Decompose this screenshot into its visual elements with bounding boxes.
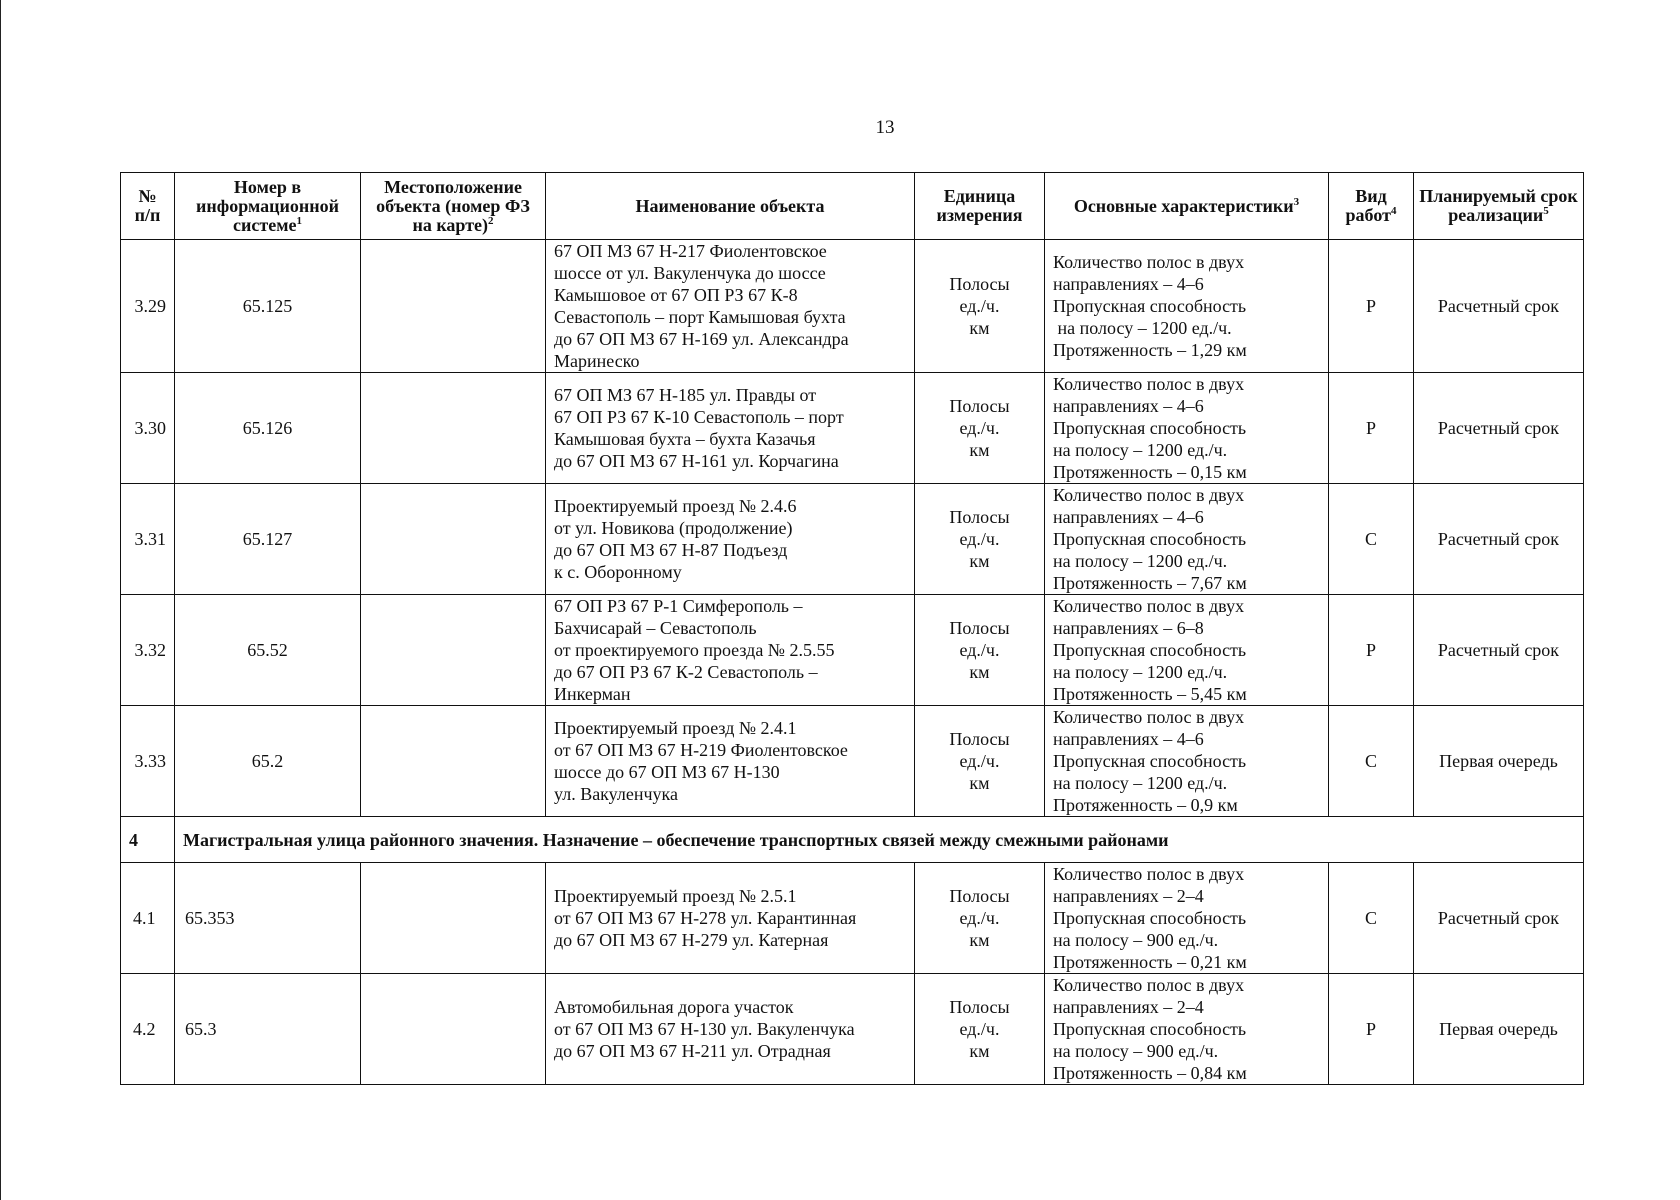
header-term-label: Планируемый срок реализации	[1419, 186, 1578, 225]
main-characteristics-line: Пропускная способность	[1053, 296, 1247, 316]
main-characteristics-line: Пропускная способность	[1053, 640, 1247, 660]
object-name	[546, 863, 915, 974]
main-characteristics	[1045, 706, 1329, 817]
header-work-type-footnote: 4	[1390, 205, 1397, 217]
row-number: 3.33	[121, 706, 175, 817]
object-name-line: Севастополь – порт Камышовая бухта	[554, 307, 846, 327]
unit-of-measure-line: ед./ч.	[959, 1019, 1000, 1039]
header-term-footnote: 5	[1543, 205, 1549, 217]
object-name-line: до 67 ОП МЗ 67 Н-279 ул. Катерная	[554, 930, 829, 950]
main-characteristics-line: направлениях – 2–4	[1053, 886, 1204, 906]
object-name	[546, 240, 915, 373]
object-name-line: к с. Оборонному	[554, 562, 682, 582]
planned-term: Расчетный срок	[1414, 863, 1584, 974]
main-characteristics	[1045, 484, 1329, 595]
object-name	[546, 595, 915, 706]
main-characteristics	[1045, 240, 1329, 373]
main-characteristics-line: на полосу – 1200 ед./ч.	[1053, 318, 1232, 338]
unit-of-measure-line: ед./ч.	[959, 751, 1000, 771]
object-name-line: Инкерман	[554, 684, 631, 704]
main-characteristics-line: Количество полос в двух	[1053, 864, 1245, 884]
row-number: 3.31	[121, 484, 175, 595]
planned-term: Расчетный срок	[1414, 373, 1584, 484]
unit-of-measure	[915, 595, 1045, 706]
main-characteristics-line: на полосу – 1200 ед./ч.	[1053, 662, 1228, 682]
table-header-row	[121, 173, 1584, 240]
section-number: 4	[121, 817, 175, 863]
main-characteristics-line: Пропускная способность	[1053, 1019, 1247, 1039]
main-characteristics-line: на полосу – 1200 ед./ч.	[1053, 773, 1228, 793]
unit-of-measure-line: км	[969, 440, 990, 460]
unit-of-measure-line: Полосы	[949, 886, 1010, 906]
main-characteristics-line: Протяженность – 0,84 км	[1053, 1063, 1247, 1083]
info-system-number: 65.2	[175, 706, 361, 817]
object-name-line: Проектируемый проезд № 2.4.1	[554, 718, 797, 738]
table-row	[121, 595, 1584, 706]
main-characteristics-line: Протяженность – 0,9 км	[1053, 795, 1238, 815]
unit-of-measure-line: ед./ч.	[959, 908, 1000, 928]
object-name-line: до 67 ОП РЗ 67 К-2 Севастополь –	[554, 662, 818, 682]
planned-term: Первая очередь	[1414, 974, 1584, 1085]
table-row	[121, 240, 1584, 373]
object-location	[361, 240, 546, 373]
main-characteristics-line: на полосу – 900 ед./ч.	[1053, 1041, 1219, 1061]
object-name-line: шоссе до 67 ОП МЗ 67 Н-130	[554, 762, 780, 782]
object-name-line: от 67 ОП МЗ 67 Н-219 Фиолентовское	[554, 740, 848, 760]
table-body-section-3	[121, 240, 1584, 817]
info-system-number: 65.125	[175, 240, 361, 373]
table-section-4	[121, 817, 1584, 863]
unit-of-measure	[915, 240, 1045, 373]
unit-of-measure	[915, 484, 1045, 595]
scan-edge	[0, 0, 1, 1200]
header-characteristics-footnote: 3	[1293, 195, 1300, 208]
table-row	[121, 863, 1584, 974]
object-location	[361, 373, 546, 484]
object-location	[361, 974, 546, 1085]
header-num	[121, 173, 175, 240]
object-location	[361, 706, 546, 817]
object-name-line: Бахчисарай – Севастополь	[554, 618, 757, 638]
planned-term: Расчетный срок	[1414, 595, 1584, 706]
header-info-number	[175, 173, 361, 240]
main-characteristics-line: Протяженность – 7,67 км	[1053, 573, 1247, 593]
object-name-line: до 67 ОП МЗ 67 Н-169 ул. Александра	[554, 329, 849, 349]
unit-of-measure	[915, 974, 1045, 1085]
planned-term: Расчетный срок	[1414, 484, 1584, 595]
table-row	[121, 706, 1584, 817]
object-name-line: до 67 ОП МЗ 67 Н-87 Подъезд	[554, 540, 788, 560]
main-characteristics-line: Количество полос в двух	[1053, 485, 1245, 505]
unit-of-measure	[915, 863, 1045, 974]
unit-of-measure-line: км	[969, 773, 990, 793]
object-name-line: Проектируемый проезд № 2.4.6	[554, 496, 797, 516]
planned-term: Расчетный срок	[1414, 240, 1584, 373]
object-name	[546, 706, 915, 817]
object-name-line: Камышовое от 67 ОП РЗ 67 К-8	[554, 285, 798, 305]
main-characteristics-line: направлениях – 4–6	[1053, 396, 1204, 416]
section-title: Магистральная улица районного значения. Назначение – обеспечение транспортных связей между смежными районами	[175, 817, 1584, 863]
object-name-line: от 67 ОП МЗ 67 Н-130 ул. Вакуленчука	[554, 1019, 855, 1039]
main-characteristics-line: Протяженность – 5,45 км	[1053, 684, 1247, 704]
object-name-line: шоссе от ул. Вакуленчука до шоссе	[554, 263, 826, 283]
main-characteristics-line: Протяженность – 0,21 км	[1053, 952, 1247, 972]
work-type: Р	[1329, 595, 1414, 706]
unit-of-measure	[915, 373, 1045, 484]
object-name	[546, 373, 915, 484]
unit-of-measure-line: ед./ч.	[959, 418, 1000, 438]
info-system-number: 65.3	[175, 974, 361, 1085]
object-name-line: до 67 ОП МЗ 67 Н-161 ул. Корчагина	[554, 451, 839, 471]
main-characteristics-line: на полосу – 1200 ед./ч.	[1053, 440, 1228, 460]
header-name-label: Наименование объекта	[635, 195, 825, 216]
header-characteristics	[1045, 173, 1329, 240]
objects-table	[120, 172, 1584, 1085]
object-name	[546, 484, 915, 595]
main-characteristics-line: Протяженность – 0,15 км	[1053, 462, 1247, 482]
object-location	[361, 595, 546, 706]
main-characteristics-line: Количество полос в двух	[1053, 252, 1245, 272]
main-characteristics-line: Пропускная способность	[1053, 908, 1247, 928]
object-name-line: от проектируемого проезда № 2.5.55	[554, 640, 835, 660]
unit-of-measure-line: км	[969, 318, 990, 338]
unit-of-measure-line: км	[969, 930, 990, 950]
work-type: Р	[1329, 373, 1414, 484]
unit-of-measure-line: Полосы	[949, 507, 1010, 527]
object-name-line: ул. Вакуленчука	[554, 784, 679, 804]
info-system-number: 65.52	[175, 595, 361, 706]
work-type: С	[1329, 863, 1414, 974]
main-characteristics	[1045, 373, 1329, 484]
object-name-line: Автомобильная дорога участок	[554, 997, 794, 1017]
unit-of-measure-line: км	[969, 1041, 990, 1061]
header-info-number-label: Номер в информационной системе	[196, 176, 339, 235]
object-location	[361, 484, 546, 595]
header-work-type-label: Вид работ	[1345, 186, 1391, 225]
main-characteristics-line: Пропускная способность	[1053, 418, 1247, 438]
main-characteristics-line: направлениях – 2–4	[1053, 997, 1204, 1017]
unit-of-measure-line: Полосы	[949, 729, 1010, 749]
header-unit-label: Единица измерения	[936, 186, 1023, 225]
unit-of-measure-line: Полосы	[949, 396, 1010, 416]
object-name-line: Маринеско	[554, 351, 640, 371]
unit-of-measure-line: Полосы	[949, 618, 1010, 638]
table-row	[121, 484, 1584, 595]
main-characteristics	[1045, 974, 1329, 1085]
main-characteristics-line: Количество полос в двух	[1053, 374, 1245, 394]
unit-of-measure-line: ед./ч.	[959, 529, 1000, 549]
info-system-number: 65.127	[175, 484, 361, 595]
unit-of-measure-line: ед./ч.	[959, 296, 1000, 316]
main-characteristics-line: направлениях – 4–6	[1053, 507, 1204, 527]
unit-of-measure-line: ед./ч.	[959, 640, 1000, 660]
object-name-line: до 67 ОП МЗ 67 Н-211 ул. Отрадная	[554, 1041, 831, 1061]
main-characteristics-line: Количество полос в двух	[1053, 975, 1245, 995]
header-work-type	[1329, 173, 1414, 240]
main-characteristics-line: Протяженность – 1,29 км	[1053, 340, 1247, 360]
object-name-line: от 67 ОП МЗ 67 Н-278 ул. Карантинная	[554, 908, 857, 928]
row-number: 3.30	[121, 373, 175, 484]
unit-of-measure-line: Полосы	[949, 997, 1010, 1017]
row-number: 4.2	[121, 974, 175, 1085]
info-system-number: 65.353	[175, 863, 361, 974]
main-characteristics-line: Количество полос в двух	[1053, 707, 1245, 727]
work-type: С	[1329, 706, 1414, 817]
main-characteristics	[1045, 863, 1329, 974]
work-type: Р	[1329, 240, 1414, 373]
main-characteristics-line: Пропускная способность	[1053, 529, 1247, 549]
header-location-label: Местоположение объекта (номер ФЗ на карте)	[376, 176, 530, 235]
header-location-footnote: 2	[488, 214, 494, 227]
header-unit	[915, 173, 1045, 240]
table-body-section-4	[121, 863, 1584, 1085]
object-name-line: 67 ОП МЗ 67 Н-217 Фиолентовское	[554, 241, 827, 261]
object-name-line: Проектируемый проезд № 2.5.1	[554, 886, 797, 906]
main-characteristics-line: Пропускная способность	[1053, 751, 1247, 771]
work-type: С	[1329, 484, 1414, 595]
object-name-line: 67 ОП РЗ 67 К-10 Севастополь – порт	[554, 407, 844, 427]
unit-of-measure	[915, 706, 1045, 817]
object-name-line: 67 ОП РЗ 67 Р-1 Симферополь –	[554, 596, 803, 616]
unit-of-measure-line: км	[969, 662, 990, 682]
row-number: 3.29	[121, 240, 175, 373]
unit-of-measure-line: км	[969, 551, 990, 571]
section-row	[121, 817, 1584, 863]
info-system-number: 65.126	[175, 373, 361, 484]
header-characteristics-label: Основные характеристики	[1073, 195, 1294, 216]
main-characteristics-line: Количество полос в двух	[1053, 596, 1245, 616]
header-num-label: № п/п	[134, 186, 161, 225]
object-location	[361, 863, 546, 974]
header-term	[1414, 173, 1584, 240]
object-name-line: от ул. Новикова (продолжение)	[554, 518, 793, 538]
main-characteristics-line: направлениях – 4–6	[1053, 274, 1204, 294]
object-name-line: Камышовая бухта – бухта Казачья	[554, 429, 816, 449]
main-characteristics	[1045, 595, 1329, 706]
planned-term: Первая очередь	[1414, 706, 1584, 817]
main-characteristics-line: на полосу – 1200 ед./ч.	[1053, 551, 1228, 571]
main-characteristics-line: на полосу – 900 ед./ч.	[1053, 930, 1219, 950]
main-characteristics-line: направлениях – 4–6	[1053, 729, 1204, 749]
table-row	[121, 373, 1584, 484]
work-type: Р	[1329, 974, 1414, 1085]
main-characteristics-line: направлениях – 6–8	[1053, 618, 1204, 638]
header-name	[546, 173, 915, 240]
object-name	[546, 974, 915, 1085]
header-info-number-footnote: 1	[296, 214, 302, 227]
unit-of-measure-line: Полосы	[949, 274, 1010, 294]
header-location	[361, 173, 546, 240]
page-number: 13	[875, 117, 895, 138]
object-name-line: 67 ОП МЗ 67 Н-185 ул. Правды от	[554, 385, 817, 405]
row-number: 4.1	[121, 863, 175, 974]
row-number: 3.32	[121, 595, 175, 706]
table-row	[121, 974, 1584, 1085]
